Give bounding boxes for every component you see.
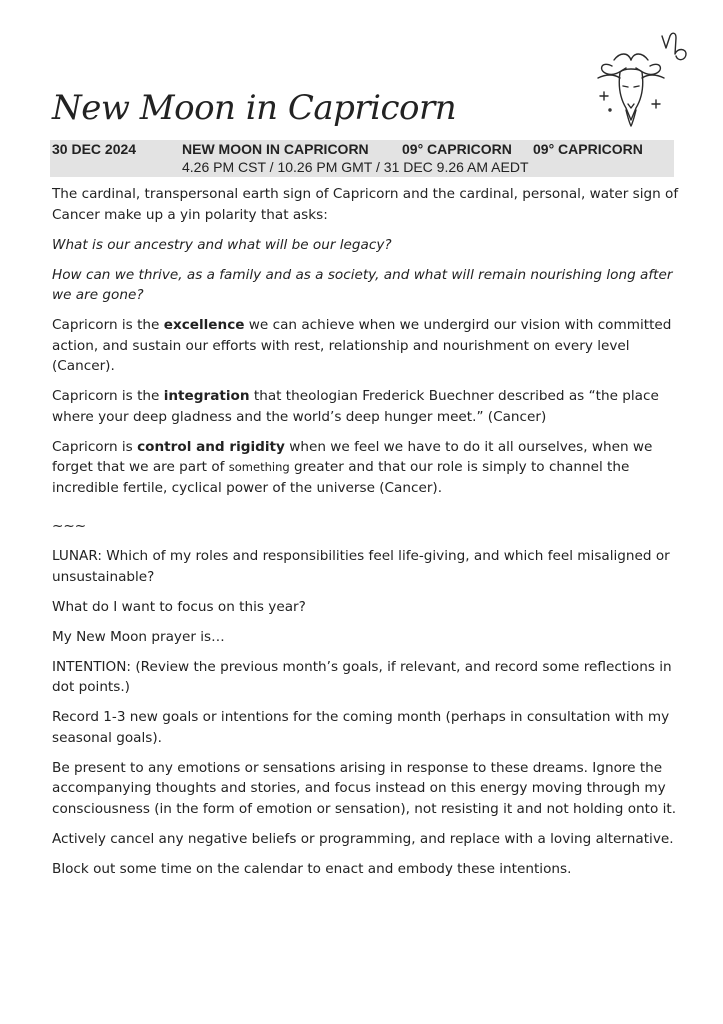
control-bold: control and rigidity [137, 438, 285, 455]
divider: ~~~ [52, 518, 87, 534]
integration-paragraph [52, 386, 682, 427]
moon-degree: 09° CAPRICORN [533, 141, 643, 157]
control-post: greater and that our role is simply to channel the incredible fertile, cyclical power of the universe (Cancer). [52, 459, 630, 496]
record-paragraph: Record 1-3 new goals or intentions for the coming month (perhaps in consultation with my seasonal goals). [52, 709, 670, 746]
integration-bold: integration [163, 388, 250, 404]
sun-degree: 09° CAPRICORN [402, 141, 512, 157]
body-text [52, 184, 682, 889]
event-date: 30 DEC 2024 [52, 141, 137, 157]
excellence-bold: excellence [163, 317, 245, 333]
control-small: something [228, 460, 290, 474]
intention-paragraph: INTENTION: (Review the previous month’s goals, if relevant, and record some reflections in dot points.) [52, 658, 672, 695]
control-pre: Capricorn is [52, 438, 138, 455]
excellence-pre: Capricorn is the [52, 317, 164, 333]
integration-post: that theologian Frederick Buechner described as “the place where your deep gladness and the world’s deep hunger meet.” (Cancer) [52, 388, 659, 425]
control-paragraph [52, 437, 682, 499]
event-times: 4.26 PM CST / 10.26 PM GMT / 31 DEC 9.26 AM AEDT [182, 159, 529, 175]
page-title: New Moon in Capricorn [52, 88, 457, 128]
prayer-paragraph: My New Moon prayer is… [52, 628, 225, 645]
block-paragraph: Block out some time on the calendar to enact and embody these intentions. [52, 860, 572, 877]
capricorn-goat-emblem-icon [590, 30, 700, 135]
excellence-paragraph [52, 315, 682, 377]
intro-paragraph: The cardinal, transpersonal earth sign of Capricorn and the cardinal, personal, water sign of Cancer make up a yin polarity that asks: [52, 186, 679, 223]
integration-pre: Capricorn is the [52, 388, 164, 404]
excellence-post: we can achieve when we undergird our vision with committed action, and sustain our efforts with rest, relationship and nourishment on every level (Cancer). [52, 317, 672, 374]
question-ancestry: What is our ancestry and what will be our legacy? [52, 236, 392, 253]
moon-phase: NEW MOON IN CAPRICORN [182, 141, 369, 157]
question-thrive: How can we thrive, as a family and as a society, and what will remain nourishing long after we are gone? [52, 266, 673, 303]
present-paragraph: Be present to any emotions or sensations arising in response to these dreams. Ignore the accompanying thoughts and stories, and focus instead on this energy moving through my consciousness (in the form of emotion or sensation), not resisting it and not holding onto it. [52, 759, 677, 817]
control-mid: when we feel we have to do it all ourselves, when we forget that we are part of [52, 438, 653, 475]
focus-paragraph: What do I want to focus on this year? [52, 598, 306, 615]
lunar-paragraph: LUNAR: Which of my roles and responsibilities feel life-giving, and which feel misaligned or unsustainable? [52, 548, 670, 585]
cancel-paragraph: Actively cancel any negative beliefs or programming, and replace with a loving alternative. [52, 830, 674, 847]
